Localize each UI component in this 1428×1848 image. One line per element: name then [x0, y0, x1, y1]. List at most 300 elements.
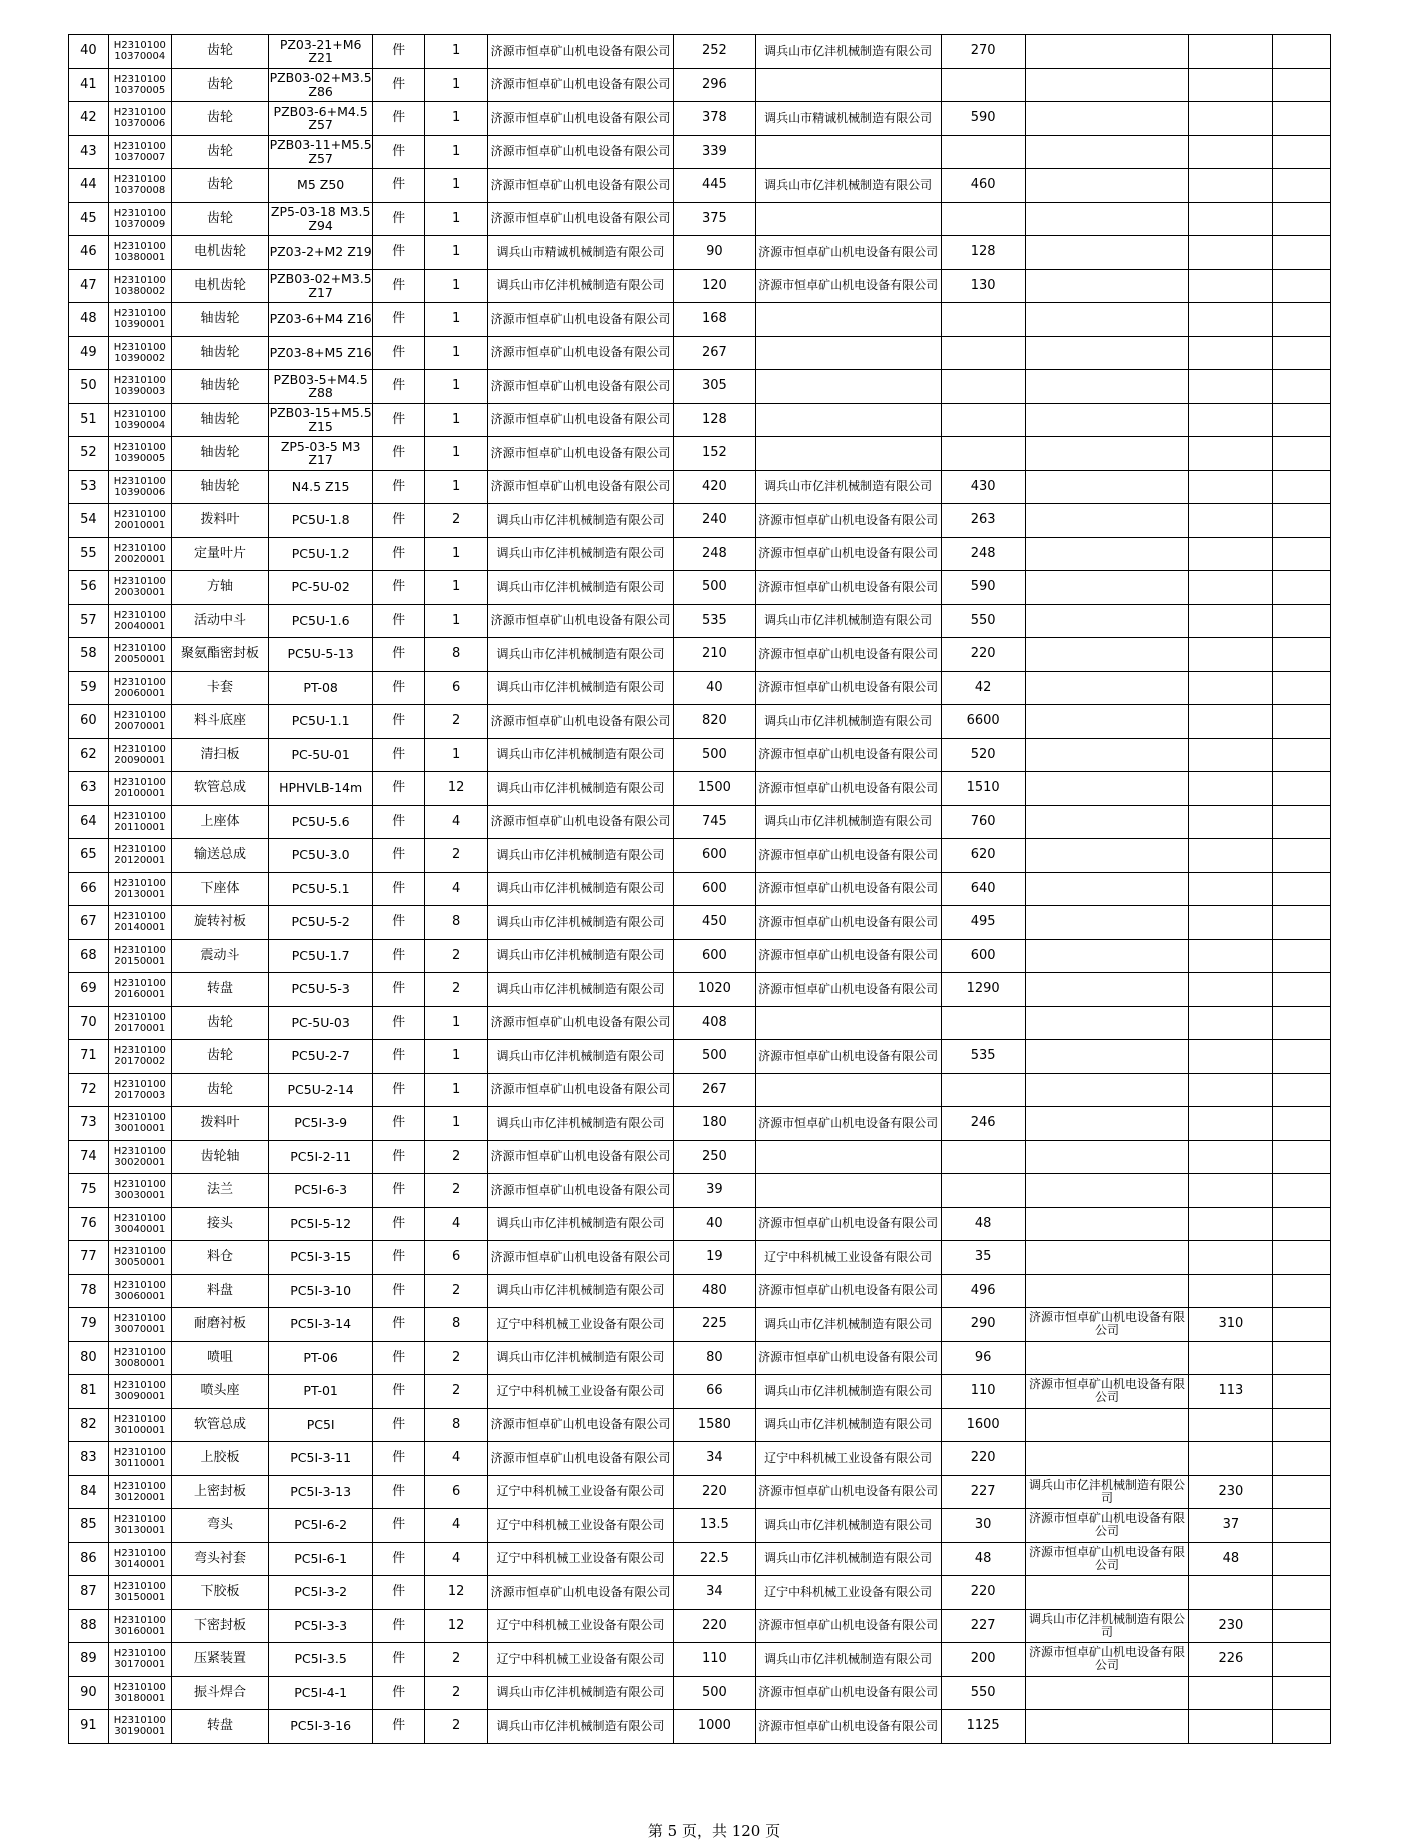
item-name-cell: 轴齿轮	[171, 303, 268, 337]
supplier-2-cell	[755, 202, 941, 236]
supplier-2-cell: 调兵山市亿沣机械制造有限公司	[755, 705, 941, 739]
quantity-cell: 1	[425, 336, 488, 370]
spec-cell: PZ03-2+M2 Z19	[269, 236, 373, 270]
item-name-cell: 软管总成	[171, 772, 268, 806]
supplier-1-cell: 济源市恒卓矿山机电设备有限公司	[488, 68, 674, 102]
quantity-cell: 4	[425, 1542, 488, 1576]
material-code-cell: H2310100 20140001	[108, 906, 171, 940]
table-row	[69, 1375, 1331, 1409]
material-code-cell: H2310100 20130001	[108, 872, 171, 906]
remark-cell	[1273, 68, 1331, 102]
spec-cell: PC5U-2-14	[269, 1073, 373, 1107]
remark-cell	[1273, 1241, 1331, 1275]
table-row	[69, 1710, 1331, 1744]
supplier-3-cell	[1025, 638, 1189, 672]
supplier-3-cell: 调兵山市亿沣机械制造有限公司	[1025, 1475, 1189, 1509]
material-code-cell: H2310100 20070001	[108, 705, 171, 739]
price-1-cell: 40	[673, 671, 755, 705]
material-code-cell: H2310100 30130001	[108, 1509, 171, 1543]
row-number-cell: 79	[69, 1308, 109, 1342]
quantity-cell: 8	[425, 906, 488, 940]
supplier-2-cell	[755, 135, 941, 169]
quantity-cell: 2	[425, 1274, 488, 1308]
price-3-cell	[1189, 1408, 1273, 1442]
remark-cell	[1273, 1475, 1331, 1509]
table-row	[69, 1274, 1331, 1308]
price-3-cell	[1189, 1341, 1273, 1375]
supplier-2-cell: 济源市恒卓矿山机电设备有限公司	[755, 1609, 941, 1643]
supplier-2-cell: 济源市恒卓矿山机电设备有限公司	[755, 1274, 941, 1308]
price-2-cell: 227	[941, 1475, 1025, 1509]
supplier-1-cell: 调兵山市亿沣机械制造有限公司	[488, 839, 674, 873]
price-3-cell	[1189, 470, 1273, 504]
price-2-cell	[941, 336, 1025, 370]
row-number-cell: 66	[69, 872, 109, 906]
quantity-cell: 2	[425, 1710, 488, 1744]
supplier-2-cell: 济源市恒卓矿山机电设备有限公司	[755, 839, 941, 873]
row-number-cell: 43	[69, 135, 109, 169]
quantity-cell: 12	[425, 1576, 488, 1610]
price-3-cell	[1189, 336, 1273, 370]
remark-cell	[1273, 604, 1331, 638]
supplier-1-cell: 济源市恒卓矿山机电设备有限公司	[488, 1006, 674, 1040]
price-3-cell	[1189, 1107, 1273, 1141]
supplier-2-cell: 济源市恒卓矿山机电设备有限公司	[755, 872, 941, 906]
material-code-cell: H2310100 30190001	[108, 1710, 171, 1744]
table-row	[69, 872, 1331, 906]
table-row	[69, 370, 1331, 404]
quantity-cell: 1	[425, 269, 488, 303]
table-row	[69, 1140, 1331, 1174]
supplier-1-cell: 济源市恒卓矿山机电设备有限公司	[488, 169, 674, 203]
price-1-cell: 339	[673, 135, 755, 169]
price-2-cell: 1510	[941, 772, 1025, 806]
row-number-cell: 51	[69, 403, 109, 437]
table-row	[69, 839, 1331, 873]
spec-cell: PC5I-3-3	[269, 1609, 373, 1643]
unit-cell: 件	[373, 1576, 425, 1610]
remark-cell	[1273, 437, 1331, 471]
material-code-cell: H2310100 30120001	[108, 1475, 171, 1509]
supplier-3-cell	[1025, 336, 1189, 370]
price-2-cell: 270	[941, 35, 1025, 69]
price-1-cell: 600	[673, 872, 755, 906]
supplier-2-cell: 调兵山市亿沣机械制造有限公司	[755, 169, 941, 203]
item-name-cell: 料仓	[171, 1241, 268, 1275]
table-row	[69, 537, 1331, 571]
supplier-2-cell	[755, 336, 941, 370]
material-code-cell: H2310100 20100001	[108, 772, 171, 806]
item-name-cell: 齿轮轴	[171, 1140, 268, 1174]
item-name-cell: 输送总成	[171, 839, 268, 873]
supplier-3-cell	[1025, 403, 1189, 437]
unit-cell: 件	[373, 805, 425, 839]
material-code-cell: H2310100 20170002	[108, 1040, 171, 1074]
table-row	[69, 1643, 1331, 1677]
remark-cell	[1273, 303, 1331, 337]
unit-cell: 件	[373, 1174, 425, 1208]
unit-cell: 件	[373, 437, 425, 471]
supplier-2-cell: 济源市恒卓矿山机电设备有限公司	[755, 906, 941, 940]
spec-cell: PC5I-3-11	[269, 1442, 373, 1476]
price-3-cell	[1189, 269, 1273, 303]
price-2-cell: 495	[941, 906, 1025, 940]
supplier-2-cell: 调兵山市亿沣机械制造有限公司	[755, 1542, 941, 1576]
item-name-cell: 接头	[171, 1207, 268, 1241]
supplier-3-cell	[1025, 370, 1189, 404]
supplier-1-cell: 济源市恒卓矿山机电设备有限公司	[488, 705, 674, 739]
item-name-cell: 轴齿轮	[171, 336, 268, 370]
unit-cell: 件	[373, 705, 425, 739]
row-number-cell: 85	[69, 1509, 109, 1543]
row-number-cell: 52	[69, 437, 109, 471]
unit-cell: 件	[373, 504, 425, 538]
spec-cell: PC-5U-01	[269, 738, 373, 772]
supplier-3-cell	[1025, 537, 1189, 571]
page-footer: 第 5 页，共 120 页	[647, 1822, 781, 1840]
supplier-2-cell: 济源市恒卓矿山机电设备有限公司	[755, 738, 941, 772]
quantity-cell: 2	[425, 839, 488, 873]
price-2-cell: 6600	[941, 705, 1025, 739]
supplier-1-cell: 济源市恒卓矿山机电设备有限公司	[488, 35, 674, 69]
table-row	[69, 236, 1331, 270]
price-2-cell	[941, 403, 1025, 437]
quantity-cell: 4	[425, 1509, 488, 1543]
supplier-2-cell: 调兵山市亿沣机械制造有限公司	[755, 1308, 941, 1342]
supplier-3-cell	[1025, 1107, 1189, 1141]
table-row	[69, 1308, 1331, 1342]
remark-cell	[1273, 939, 1331, 973]
item-name-cell: 上座体	[171, 805, 268, 839]
supplier-1-cell: 调兵山市亿沣机械制造有限公司	[488, 1207, 674, 1241]
supplier-2-cell: 济源市恒卓矿山机电设备有限公司	[755, 973, 941, 1007]
spec-cell: PT-01	[269, 1375, 373, 1409]
row-number-cell: 40	[69, 35, 109, 69]
material-code-cell: H2310100 20110001	[108, 805, 171, 839]
price-2-cell: 246	[941, 1107, 1025, 1141]
price-3-cell	[1189, 370, 1273, 404]
unit-cell: 件	[373, 1609, 425, 1643]
quantity-cell: 2	[425, 1375, 488, 1409]
price-3-cell: 48	[1189, 1542, 1273, 1576]
price-1-cell: 1020	[673, 973, 755, 1007]
row-number-cell: 65	[69, 839, 109, 873]
price-2-cell: 110	[941, 1375, 1025, 1409]
price-3-cell	[1189, 202, 1273, 236]
remark-cell	[1273, 1509, 1331, 1543]
supplier-3-cell	[1025, 839, 1189, 873]
price-1-cell: 408	[673, 1006, 755, 1040]
quantity-cell: 2	[425, 1174, 488, 1208]
material-code-cell: H2310100 30020001	[108, 1140, 171, 1174]
spec-cell: PZ03-6+M4 Z16	[269, 303, 373, 337]
quantity-cell: 1	[425, 738, 488, 772]
item-name-cell: 齿轮	[171, 68, 268, 102]
supplier-1-cell: 调兵山市亿沣机械制造有限公司	[488, 1107, 674, 1141]
item-name-cell: 拨料叶	[171, 1107, 268, 1141]
remark-cell	[1273, 1375, 1331, 1409]
supplier-3-cell	[1025, 169, 1189, 203]
table-row	[69, 1207, 1331, 1241]
spec-cell: PZ03-21+M6 Z21	[269, 35, 373, 69]
unit-cell: 件	[373, 872, 425, 906]
quantity-cell: 2	[425, 504, 488, 538]
supplier-3-cell	[1025, 1408, 1189, 1442]
supplier-3-cell	[1025, 1073, 1189, 1107]
remark-cell	[1273, 973, 1331, 1007]
row-number-cell: 91	[69, 1710, 109, 1744]
supplier-1-cell: 济源市恒卓矿山机电设备有限公司	[488, 437, 674, 471]
spec-cell: PC5I-3-14	[269, 1308, 373, 1342]
price-2-cell: 200	[941, 1643, 1025, 1677]
material-code-cell: H2310100 10390004	[108, 403, 171, 437]
row-number-cell: 64	[69, 805, 109, 839]
price-3-cell: 37	[1189, 1509, 1273, 1543]
price-2-cell	[941, 135, 1025, 169]
material-code-cell: H2310100 30040001	[108, 1207, 171, 1241]
unit-cell: 件	[373, 470, 425, 504]
row-number-cell: 67	[69, 906, 109, 940]
supplier-1-cell: 辽宁中科机械工业设备有限公司	[488, 1609, 674, 1643]
row-number-cell: 54	[69, 504, 109, 538]
price-2-cell: 35	[941, 1241, 1025, 1275]
supplier-1-cell: 济源市恒卓矿山机电设备有限公司	[488, 805, 674, 839]
material-code-cell: H2310100 20020001	[108, 537, 171, 571]
price-1-cell: 305	[673, 370, 755, 404]
remark-cell	[1273, 1442, 1331, 1476]
price-2-cell: 220	[941, 1442, 1025, 1476]
spec-cell: PC5U-1.2	[269, 537, 373, 571]
item-name-cell: 卡套	[171, 671, 268, 705]
row-number-cell: 73	[69, 1107, 109, 1141]
spec-cell: PC5I-3-15	[269, 1241, 373, 1275]
price-1-cell: 34	[673, 1576, 755, 1610]
supplier-3-cell	[1025, 269, 1189, 303]
row-number-cell: 90	[69, 1676, 109, 1710]
remark-cell	[1273, 1542, 1331, 1576]
table-row	[69, 1341, 1331, 1375]
supplier-1-cell: 济源市恒卓矿山机电设备有限公司	[488, 102, 674, 136]
price-3-cell	[1189, 1676, 1273, 1710]
item-name-cell: 软管总成	[171, 1408, 268, 1442]
item-name-cell: 轴齿轮	[171, 470, 268, 504]
quantity-cell: 1	[425, 437, 488, 471]
price-1-cell: 40	[673, 1207, 755, 1241]
spec-cell: PC5I-3-13	[269, 1475, 373, 1509]
material-code-cell: H2310100 20030001	[108, 571, 171, 605]
table-row	[69, 939, 1331, 973]
price-3-cell	[1189, 1576, 1273, 1610]
remark-cell	[1273, 571, 1331, 605]
item-name-cell: 耐磨衬板	[171, 1308, 268, 1342]
price-2-cell: 48	[941, 1542, 1025, 1576]
unit-cell: 件	[373, 973, 425, 1007]
price-2-cell	[941, 1006, 1025, 1040]
supplier-3-cell	[1025, 1241, 1189, 1275]
quantity-cell: 8	[425, 1408, 488, 1442]
price-1-cell: 267	[673, 1073, 755, 1107]
row-number-cell: 42	[69, 102, 109, 136]
remark-cell	[1273, 1341, 1331, 1375]
price-2-cell: 48	[941, 1207, 1025, 1241]
unit-cell: 件	[373, 35, 425, 69]
material-code-cell: H2310100 10370006	[108, 102, 171, 136]
row-number-cell: 50	[69, 370, 109, 404]
material-code-cell: H2310100 20170001	[108, 1006, 171, 1040]
unit-cell: 件	[373, 772, 425, 806]
spec-cell: ZP5-03-18 M3.5 Z94	[269, 202, 373, 236]
quantity-cell: 1	[425, 370, 488, 404]
unit-cell: 件	[373, 1073, 425, 1107]
supplier-2-cell	[755, 1140, 941, 1174]
table-row	[69, 135, 1331, 169]
unit-cell: 件	[373, 1710, 425, 1744]
supplier-2-cell: 济源市恒卓矿山机电设备有限公司	[755, 1475, 941, 1509]
table-row	[69, 1073, 1331, 1107]
remark-cell	[1273, 202, 1331, 236]
supplier-3-cell	[1025, 973, 1189, 1007]
price-3-cell	[1189, 638, 1273, 672]
price-1-cell: 375	[673, 202, 755, 236]
remark-cell	[1273, 1676, 1331, 1710]
supplier-1-cell: 济源市恒卓矿山机电设备有限公司	[488, 336, 674, 370]
quantity-cell: 1	[425, 537, 488, 571]
table-row	[69, 269, 1331, 303]
price-2-cell: 550	[941, 1676, 1025, 1710]
item-name-cell: 料盘	[171, 1274, 268, 1308]
price-1-cell: 225	[673, 1308, 755, 1342]
item-name-cell: 齿轮	[171, 102, 268, 136]
price-1-cell: 1500	[673, 772, 755, 806]
remark-cell	[1273, 269, 1331, 303]
supplier-2-cell	[755, 437, 941, 471]
row-number-cell: 87	[69, 1576, 109, 1610]
price-1-cell: 600	[673, 839, 755, 873]
supplier-2-cell	[755, 1073, 941, 1107]
item-name-cell: 转盘	[171, 973, 268, 1007]
table-row	[69, 403, 1331, 437]
supplier-3-cell: 济源市恒卓矿山机电设备有限公司	[1025, 1308, 1189, 1342]
material-code-cell: H2310100 10390003	[108, 370, 171, 404]
price-3-cell	[1189, 872, 1273, 906]
item-name-cell: 弯头衬套	[171, 1542, 268, 1576]
quantity-cell: 4	[425, 1442, 488, 1476]
material-code-cell: H2310100 30160001	[108, 1609, 171, 1643]
remark-cell	[1273, 872, 1331, 906]
remark-cell	[1273, 1408, 1331, 1442]
supplier-3-cell	[1025, 872, 1189, 906]
material-code-cell: H2310100 20170003	[108, 1073, 171, 1107]
table-row	[69, 303, 1331, 337]
remark-cell	[1273, 1040, 1331, 1074]
supplier-2-cell: 调兵山市亿沣机械制造有限公司	[755, 805, 941, 839]
supplier-1-cell: 调兵山市精诚机械制造有限公司	[488, 236, 674, 270]
price-3-cell	[1189, 1073, 1273, 1107]
price-2-cell: 620	[941, 839, 1025, 873]
price-2-cell: 535	[941, 1040, 1025, 1074]
quantity-cell: 2	[425, 1676, 488, 1710]
supplier-2-cell: 济源市恒卓矿山机电设备有限公司	[755, 939, 941, 973]
price-1-cell: 66	[673, 1375, 755, 1409]
remark-cell	[1273, 102, 1331, 136]
material-code-cell: H2310100 30060001	[108, 1274, 171, 1308]
unit-cell: 件	[373, 906, 425, 940]
quantity-cell: 1	[425, 135, 488, 169]
spec-cell: PC5I-3-16	[269, 1710, 373, 1744]
price-3-cell	[1189, 135, 1273, 169]
price-3-cell: 310	[1189, 1308, 1273, 1342]
price-3-cell	[1189, 35, 1273, 69]
supplier-3-cell: 济源市恒卓矿山机电设备有限公司	[1025, 1375, 1189, 1409]
spec-cell: PC5U-3.0	[269, 839, 373, 873]
supplier-1-cell: 济源市恒卓矿山机电设备有限公司	[488, 1576, 674, 1610]
price-2-cell: 1290	[941, 973, 1025, 1007]
table-row	[69, 1006, 1331, 1040]
table-row	[69, 671, 1331, 705]
quantity-cell: 1	[425, 403, 488, 437]
quantity-cell: 1	[425, 470, 488, 504]
price-2-cell: 220	[941, 638, 1025, 672]
price-2-cell: 96	[941, 1341, 1025, 1375]
price-3-cell	[1189, 1274, 1273, 1308]
price-1-cell: 450	[673, 906, 755, 940]
unit-cell: 件	[373, 303, 425, 337]
item-name-cell: 方轴	[171, 571, 268, 605]
supplier-3-cell	[1025, 571, 1189, 605]
unit-cell: 件	[373, 1442, 425, 1476]
material-code-cell: H2310100 30010001	[108, 1107, 171, 1141]
supplier-1-cell: 辽宁中科机械工业设备有限公司	[488, 1509, 674, 1543]
unit-cell: 件	[373, 1207, 425, 1241]
remark-cell	[1273, 35, 1331, 69]
row-number-cell: 46	[69, 236, 109, 270]
price-1-cell: 820	[673, 705, 755, 739]
price-2-cell	[941, 437, 1025, 471]
material-code-cell: H2310100 20050001	[108, 638, 171, 672]
remark-cell	[1273, 839, 1331, 873]
table-row	[69, 169, 1331, 203]
material-code-cell: H2310100 20120001	[108, 839, 171, 873]
supplier-1-cell: 调兵山市亿沣机械制造有限公司	[488, 939, 674, 973]
unit-cell: 件	[373, 671, 425, 705]
row-number-cell: 68	[69, 939, 109, 973]
supplier-1-cell: 济源市恒卓矿山机电设备有限公司	[488, 135, 674, 169]
supplier-3-cell	[1025, 1040, 1189, 1074]
spec-cell: N4.5 Z15	[269, 470, 373, 504]
supplier-1-cell: 济源市恒卓矿山机电设备有限公司	[488, 1140, 674, 1174]
supplier-2-cell: 济源市恒卓矿山机电设备有限公司	[755, 236, 941, 270]
price-2-cell: 42	[941, 671, 1025, 705]
item-name-cell: 料斗底座	[171, 705, 268, 739]
unit-cell: 件	[373, 202, 425, 236]
price-1-cell: 248	[673, 537, 755, 571]
price-3-cell	[1189, 906, 1273, 940]
supplier-1-cell: 调兵山市亿沣机械制造有限公司	[488, 1676, 674, 1710]
unit-cell: 件	[373, 336, 425, 370]
remark-cell	[1273, 1710, 1331, 1744]
quantity-cell: 12	[425, 1609, 488, 1643]
item-name-cell: 喷头座	[171, 1375, 268, 1409]
quantity-cell: 1	[425, 303, 488, 337]
material-code-cell: H2310100 10380001	[108, 236, 171, 270]
supplier-2-cell	[755, 68, 941, 102]
unit-cell: 件	[373, 370, 425, 404]
supplier-2-cell	[755, 1174, 941, 1208]
row-number-cell: 59	[69, 671, 109, 705]
remark-cell	[1273, 537, 1331, 571]
spec-cell: PC5I-2-11	[269, 1140, 373, 1174]
remark-cell	[1273, 336, 1331, 370]
